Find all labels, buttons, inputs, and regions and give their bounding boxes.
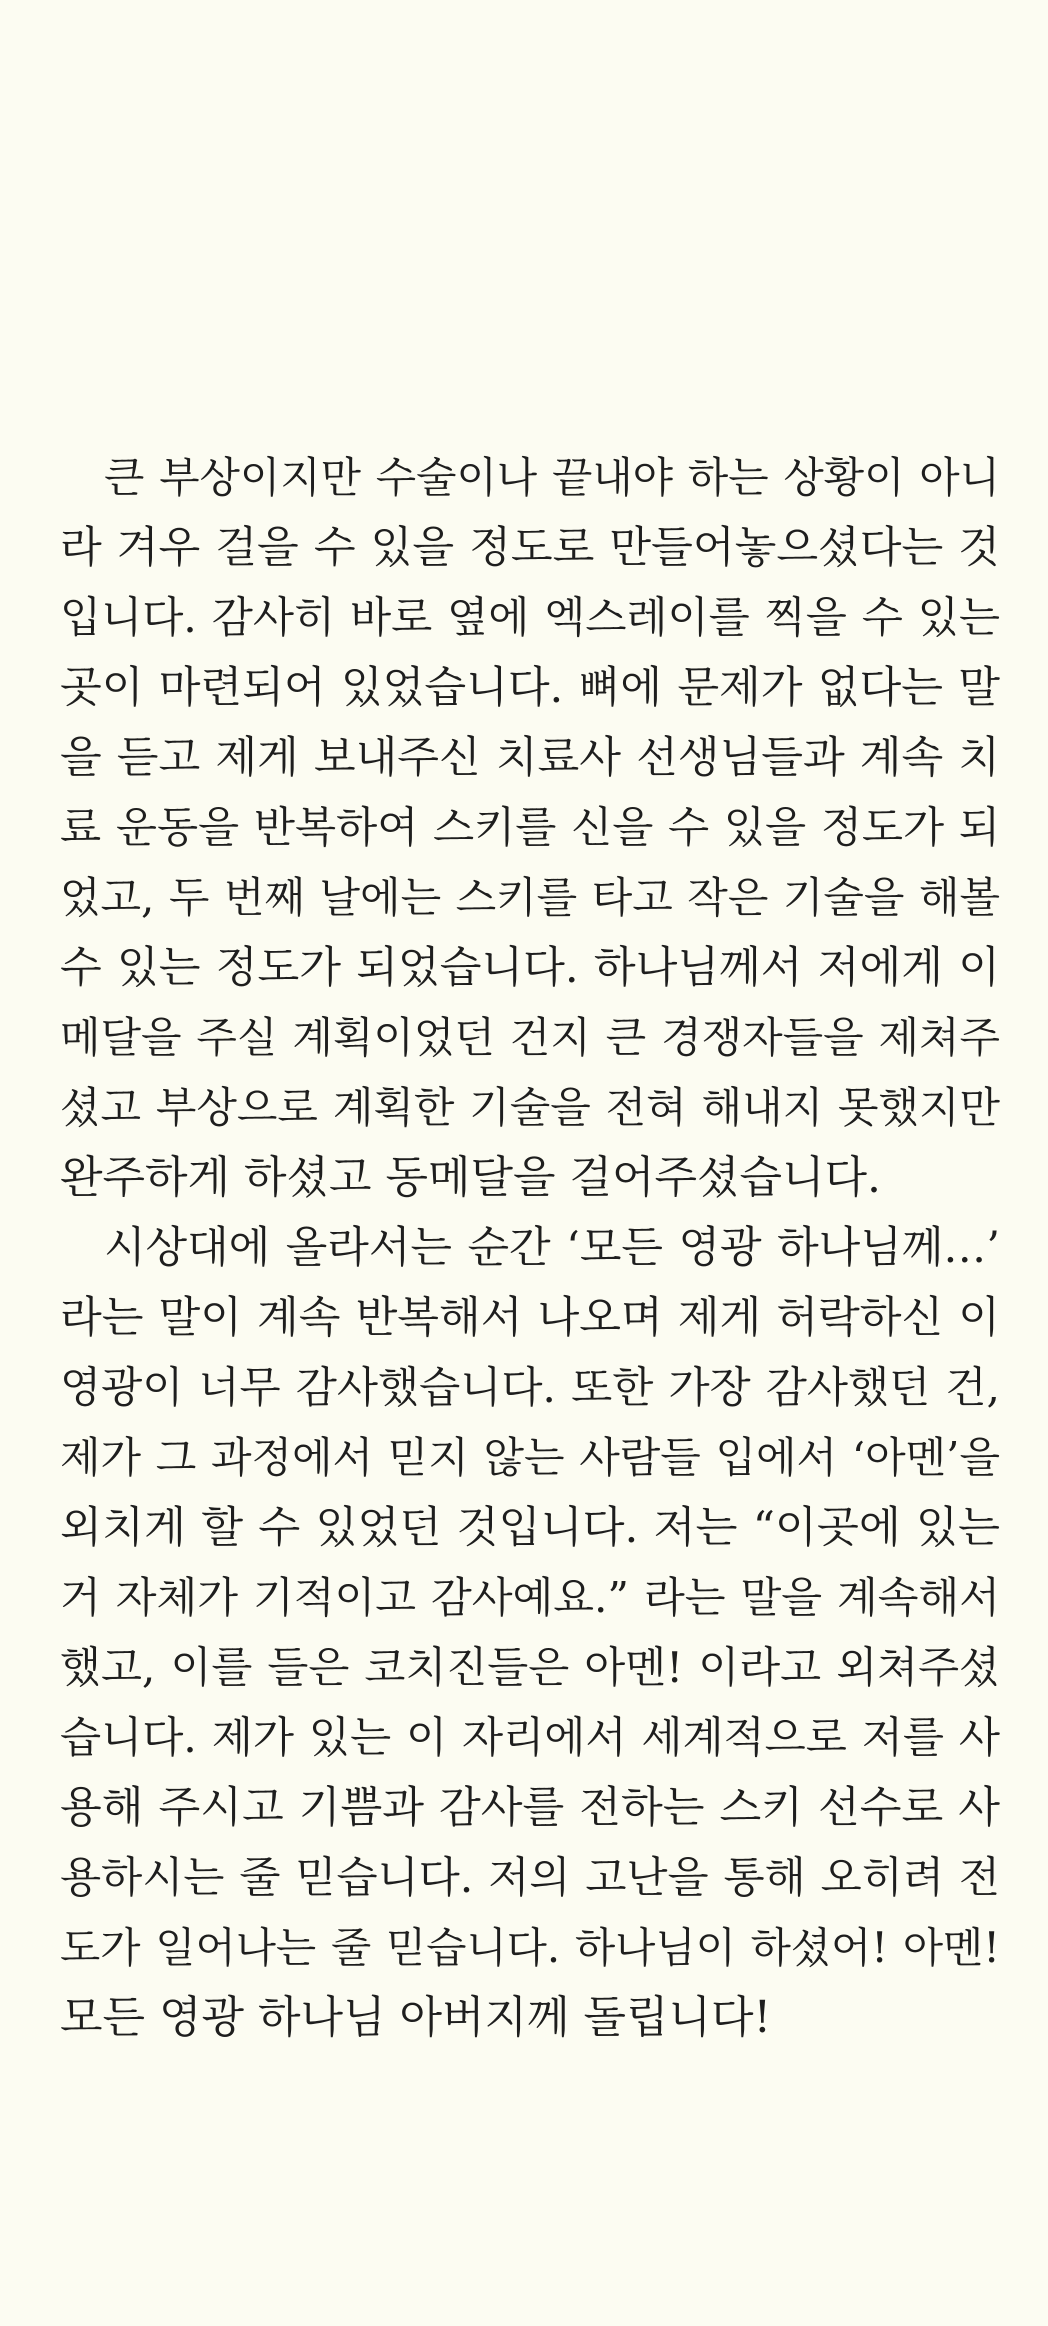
text-line: 곳이 마련되어 있었습니다. 뼈에 문제가 없다는 말 xyxy=(60,663,1000,713)
text-line: 시상대에 올라서는 순간 ‘모든 영광 하나님께…’ xyxy=(104,1223,1000,1273)
text-line: 용해 주시고 기쁨과 감사를 전하는 스키 선수로 사 xyxy=(60,1783,1000,1833)
text-line: 모든 영광 하나님 아버지께 돌립니다! xyxy=(60,1992,772,2043)
paragraph-1 xyxy=(60,443,1000,1213)
text-line: 라는 말이 계속 반복해서 나오며 제게 허락하신 이 xyxy=(60,1293,1000,1343)
text-line: 외치게 할 수 있었던 것입니다. 저는 “이곳에 있는 xyxy=(60,1503,1000,1553)
text-line: 제가 그 과정에서 믿지 않는 사람들 입에서 ‘아멘’을 xyxy=(60,1433,1000,1482)
paragraph-2 xyxy=(60,1213,1000,2053)
text-line: 습니다. 제가 있는 이 자리에서 세계적으로 저를 사 xyxy=(60,1713,1000,1763)
text-line: 거 자체가 기적이고 감사예요.” 라는 말을 계속해서 xyxy=(60,1573,1000,1622)
book-text-body xyxy=(60,443,1000,2053)
text-line: 료 운동을 반복하여 스키를 신을 수 있을 정도가 되 xyxy=(60,803,1000,853)
text-line: 도가 일어나는 줄 믿습니다. 하나님이 하셨어! 아멘! xyxy=(60,1923,1000,1972)
text-line: 었고, 두 번째 날에는 스키를 타고 작은 기술을 해볼 xyxy=(60,873,1000,922)
text-line: 수 있는 정도가 되었습니다. 하나님께서 저에게 이 xyxy=(60,943,1000,993)
text-line: 했고, 이를 들은 코치진들은 아멘! 이라고 외쳐주셨 xyxy=(60,1643,1000,1692)
text-line: 영광이 너무 감사했습니다. 또한 가장 감사했던 건, xyxy=(60,1363,1000,1413)
text-line: 메달을 주실 계획이었던 건지 큰 경쟁자들을 제쳐주 xyxy=(60,1013,1000,1062)
text-line: 용하시는 줄 믿습니다. 저의 고난을 통해 오히려 전 xyxy=(60,1853,1000,1903)
text-line: 라 겨우 걸을 수 있을 정도로 만들어놓으셨다는 것 xyxy=(60,523,1000,573)
text-line: 큰 부상이지만 수술이나 끝내야 하는 상황이 아니 xyxy=(104,453,1000,502)
text-line: 을 듣고 제게 보내주신 치료사 선생님들과 계속 치 xyxy=(60,733,1000,783)
text-line: 완주하게 하셨고 동메달을 걸어주셨습니다. xyxy=(60,1152,882,1203)
text-line: 셨고 부상으로 계획한 기술을 전혀 해내지 못했지만 xyxy=(60,1083,1000,1132)
text-line: 입니다. 감사히 바로 옆에 엑스레이를 찍을 수 있는 xyxy=(60,593,1000,643)
